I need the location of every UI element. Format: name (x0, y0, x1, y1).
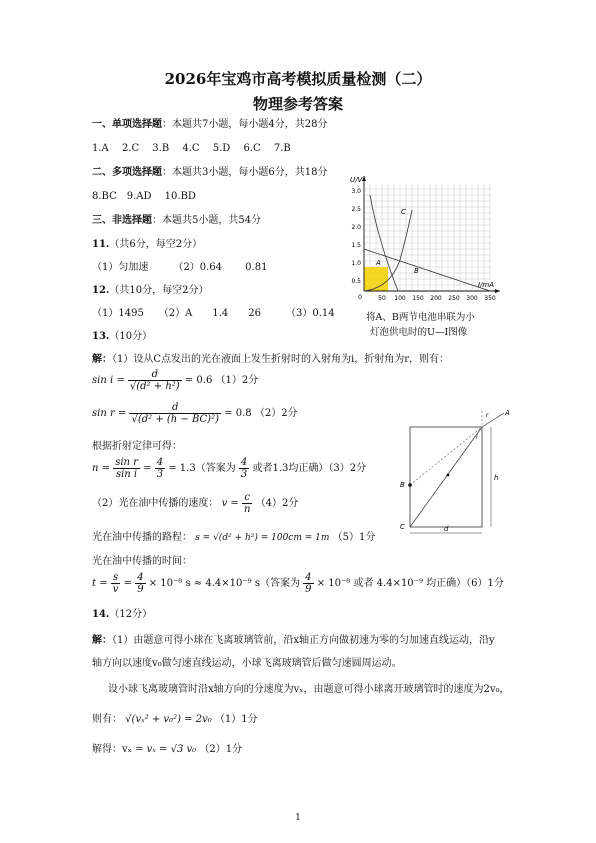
q13-eq6 (92, 572, 504, 595)
q13-eq3-num: sin r (115, 457, 138, 468)
q14-solve-text: 解得：vₓ = (92, 744, 144, 755)
q13-eq3-tail: 或者1.3均正确）（3）2分 (252, 463, 367, 474)
curve-label-a: A (376, 259, 381, 267)
q13-eq6-n3: 4 (305, 572, 312, 583)
q14-then-text: 则有： (92, 714, 122, 725)
point-b (408, 483, 412, 487)
q13-eq5-points: （5）1分 (332, 532, 376, 543)
q13-eq1-lhs: sin i = (92, 375, 125, 386)
x-ticks (378, 295, 496, 302)
q13-eq3-n2: 4 (156, 457, 164, 468)
q14-eq2-points: （2）1分 (199, 744, 243, 755)
curve-label-b: B (414, 267, 419, 275)
q12-desc: （共10分，每空2分） (109, 285, 209, 296)
x-tick: 350 (484, 295, 496, 302)
label-r: r (486, 412, 489, 419)
refraction-diagram (396, 405, 512, 537)
q14-number: 14. (92, 609, 110, 620)
q13-desc: （10分） (109, 331, 153, 342)
light-ray-in-oil (410, 427, 482, 527)
q13-eq5 (92, 528, 375, 543)
page-title: 2026年宝鸡市高考模拟质量检测（二） (164, 70, 432, 88)
q14-intro-text: （1）由题意可得小球在飞离玻璃管前，沿x轴正方向做初速为零的匀加速直线运动，沿y (112, 635, 495, 646)
q13-line (92, 330, 152, 343)
q13-eq4-points: （4）2分 (255, 498, 299, 509)
q13-eq1-rhs: = 0.6 (184, 375, 213, 386)
q13-eq3-mid: = (143, 463, 152, 474)
x-tick: 100 (394, 295, 406, 302)
q12-number: 12. (92, 285, 110, 296)
graph-caption-line2: 灯泡供电时的U—I图像 (370, 327, 468, 338)
q13-eq4 (92, 492, 298, 515)
graph-x-label: I/mA (478, 281, 495, 289)
q14-eq2-expr: vₓ = √3 v₀ (146, 744, 197, 755)
q14-intro (92, 634, 495, 647)
label-h: h (494, 474, 499, 482)
q12-answers: （1）1495 （2）A 1.4 26 （3）0.14 (92, 308, 335, 319)
section-2-line (92, 166, 327, 179)
y-ticks (351, 188, 362, 301)
q14-eq1-points: （1）1分 (214, 714, 258, 725)
section-2-desc: ：本题共3小题，每小题6分，共18分 (162, 167, 328, 178)
q11-desc: （共6分，每空2分） (109, 239, 203, 250)
ui-graph (340, 170, 510, 310)
section-1-answers: 1.A 2.C 3.B 4.C 5.D 6.C 7.B (92, 143, 291, 154)
q11-number: 11. (92, 239, 110, 250)
y-tick: 2.5 (351, 206, 361, 213)
x-tick: 50 (378, 295, 386, 302)
q13-eq6-d2: 9 (137, 584, 144, 595)
q13-eq6-lhs: t = (92, 578, 108, 589)
q13-eq1-den: √(d² + h²) (129, 381, 180, 392)
section-3-heading: 三、非选择题 (92, 215, 152, 226)
label-i: i (476, 434, 478, 441)
dashed-ray-from-b (410, 427, 482, 485)
label-c: C (400, 523, 405, 531)
section-2-answers: 8.BC 9.AD 10.BD (92, 191, 196, 202)
q13-eq6-d3: 9 (305, 584, 312, 595)
q13-eq3-d2: 3 (156, 469, 164, 480)
q13-speed-text: （2）光在油中传播的速度： (92, 498, 219, 509)
q13-eq2-num: d (129, 402, 221, 414)
q13-eq4-lhs: v = (221, 498, 239, 509)
section-1-heading: 一、单项选择题 (92, 119, 162, 130)
q13-path-text: 光在油中传播的路程： (92, 532, 192, 543)
curve-label-c: C (401, 208, 406, 216)
q13-refraction-law: 根据折射定律可得： (92, 441, 182, 452)
y-tick: 2.0 (351, 224, 361, 231)
q13-eq6-tail: × 10⁻⁸ 或者 4.4×10⁻⁹ 均正确）（6）1分 (316, 578, 504, 589)
q11-line (92, 238, 202, 251)
q13-intro-text: （1）设从C点发出的光在液面上发生折射时的入射角为i，折射角为r，则有： (112, 354, 449, 365)
q13-eq3-lhs: n = (92, 463, 110, 474)
q13-eq1 (92, 369, 258, 392)
graph-y-label: U/V (350, 176, 363, 184)
page-number: 1 (295, 813, 301, 823)
section-1-desc: ：本题共7小题，每小题4分，共28分 (162, 119, 328, 130)
y-tick: 1.0 (351, 260, 361, 267)
q13-eq1-points: （1）2分 (215, 375, 259, 386)
q13-eq2-points: （2）2分 (254, 408, 298, 419)
section-3-line (92, 214, 261, 227)
q13-eq2-den: √(d² + (h − BC)²) (131, 414, 219, 425)
q13-eq3-den: sin i (115, 469, 138, 480)
q13-eq5-expr: s = √(d² + h²) = 100cm = 1m (195, 533, 330, 543)
q13-eq3-n3: 4 (240, 457, 248, 468)
q13-eq6-mid: = (123, 578, 132, 589)
label-a: A (505, 409, 510, 417)
y-tick: 3.0 (351, 188, 361, 195)
q13-eq1-num: d (128, 369, 182, 381)
q13-eq6-d1: v (112, 584, 119, 595)
y-tick: 1.5 (351, 242, 361, 249)
q14-eq2 (92, 740, 242, 755)
q13-eq4-den: n (243, 504, 251, 515)
q13-eq3 (92, 457, 366, 480)
q13-eq2-rhs: = 0.8 (224, 408, 252, 419)
label-b: B (400, 481, 405, 489)
highlight-region (364, 267, 388, 291)
x-tick: 250 (448, 295, 460, 302)
section-1-line (92, 118, 327, 131)
q13-intro (92, 353, 449, 366)
q14-line3: 设小球飞离玻璃管时沿x轴方向的分速度为vₓ，由题意可得小球离开玻璃管时的速度为2v₀， (108, 684, 510, 695)
page-subtitle: 物理参考答案 (252, 95, 343, 113)
q13-eq3-d3: 3 (240, 469, 248, 480)
q13-eq3-rhs: = 1.3（答案为 (168, 463, 236, 474)
q13-time-text: 光在油中传播的时间： (92, 556, 192, 567)
q14-eq1-expr: √(vₓ² + v₀²) = 2v₀ (125, 714, 212, 725)
label-d: d (444, 525, 449, 533)
q11-answers: （1）匀加速 （2）0.64 0.81 (92, 262, 268, 273)
q14-solution-label: 解： (92, 635, 112, 646)
section-3-desc: ：本题共5小题，共54分 (152, 215, 262, 226)
q14-eq1 (92, 710, 258, 725)
q14-desc: （12分） (109, 609, 153, 620)
x-tick: 200 (430, 295, 442, 302)
q13-eq4-num: c (242, 492, 252, 504)
q13-eq6-n1: s (111, 572, 121, 584)
q13-eq2-lhs: sin r = (92, 408, 127, 419)
graph-caption-line1: 将A、B两节电池串联为小 (366, 312, 475, 323)
q14-line (92, 608, 152, 621)
q13-eq2 (92, 402, 298, 425)
y-tick: 0.5 (351, 278, 361, 285)
q13-eq6-n2: 4 (137, 572, 144, 583)
q12-line (92, 284, 209, 297)
y-tick: 0 (358, 294, 362, 301)
mid-point (447, 474, 450, 477)
q13-solution-label: 解： (92, 354, 112, 365)
q14-line2: 轴方向以速度v₀做匀速直线运动，小球飞离玻璃管后做匀速圆周运动。 (92, 658, 402, 669)
section-2-heading: 二、多项选择题 (92, 167, 162, 178)
x-tick: 300 (466, 295, 478, 302)
q13-eq6-rhs: × 10⁻⁸ s ≈ 4.4×10⁻⁹ s（答案为 (148, 578, 300, 589)
x-tick: 150 (412, 295, 424, 302)
q13-number: 13. (92, 331, 110, 342)
